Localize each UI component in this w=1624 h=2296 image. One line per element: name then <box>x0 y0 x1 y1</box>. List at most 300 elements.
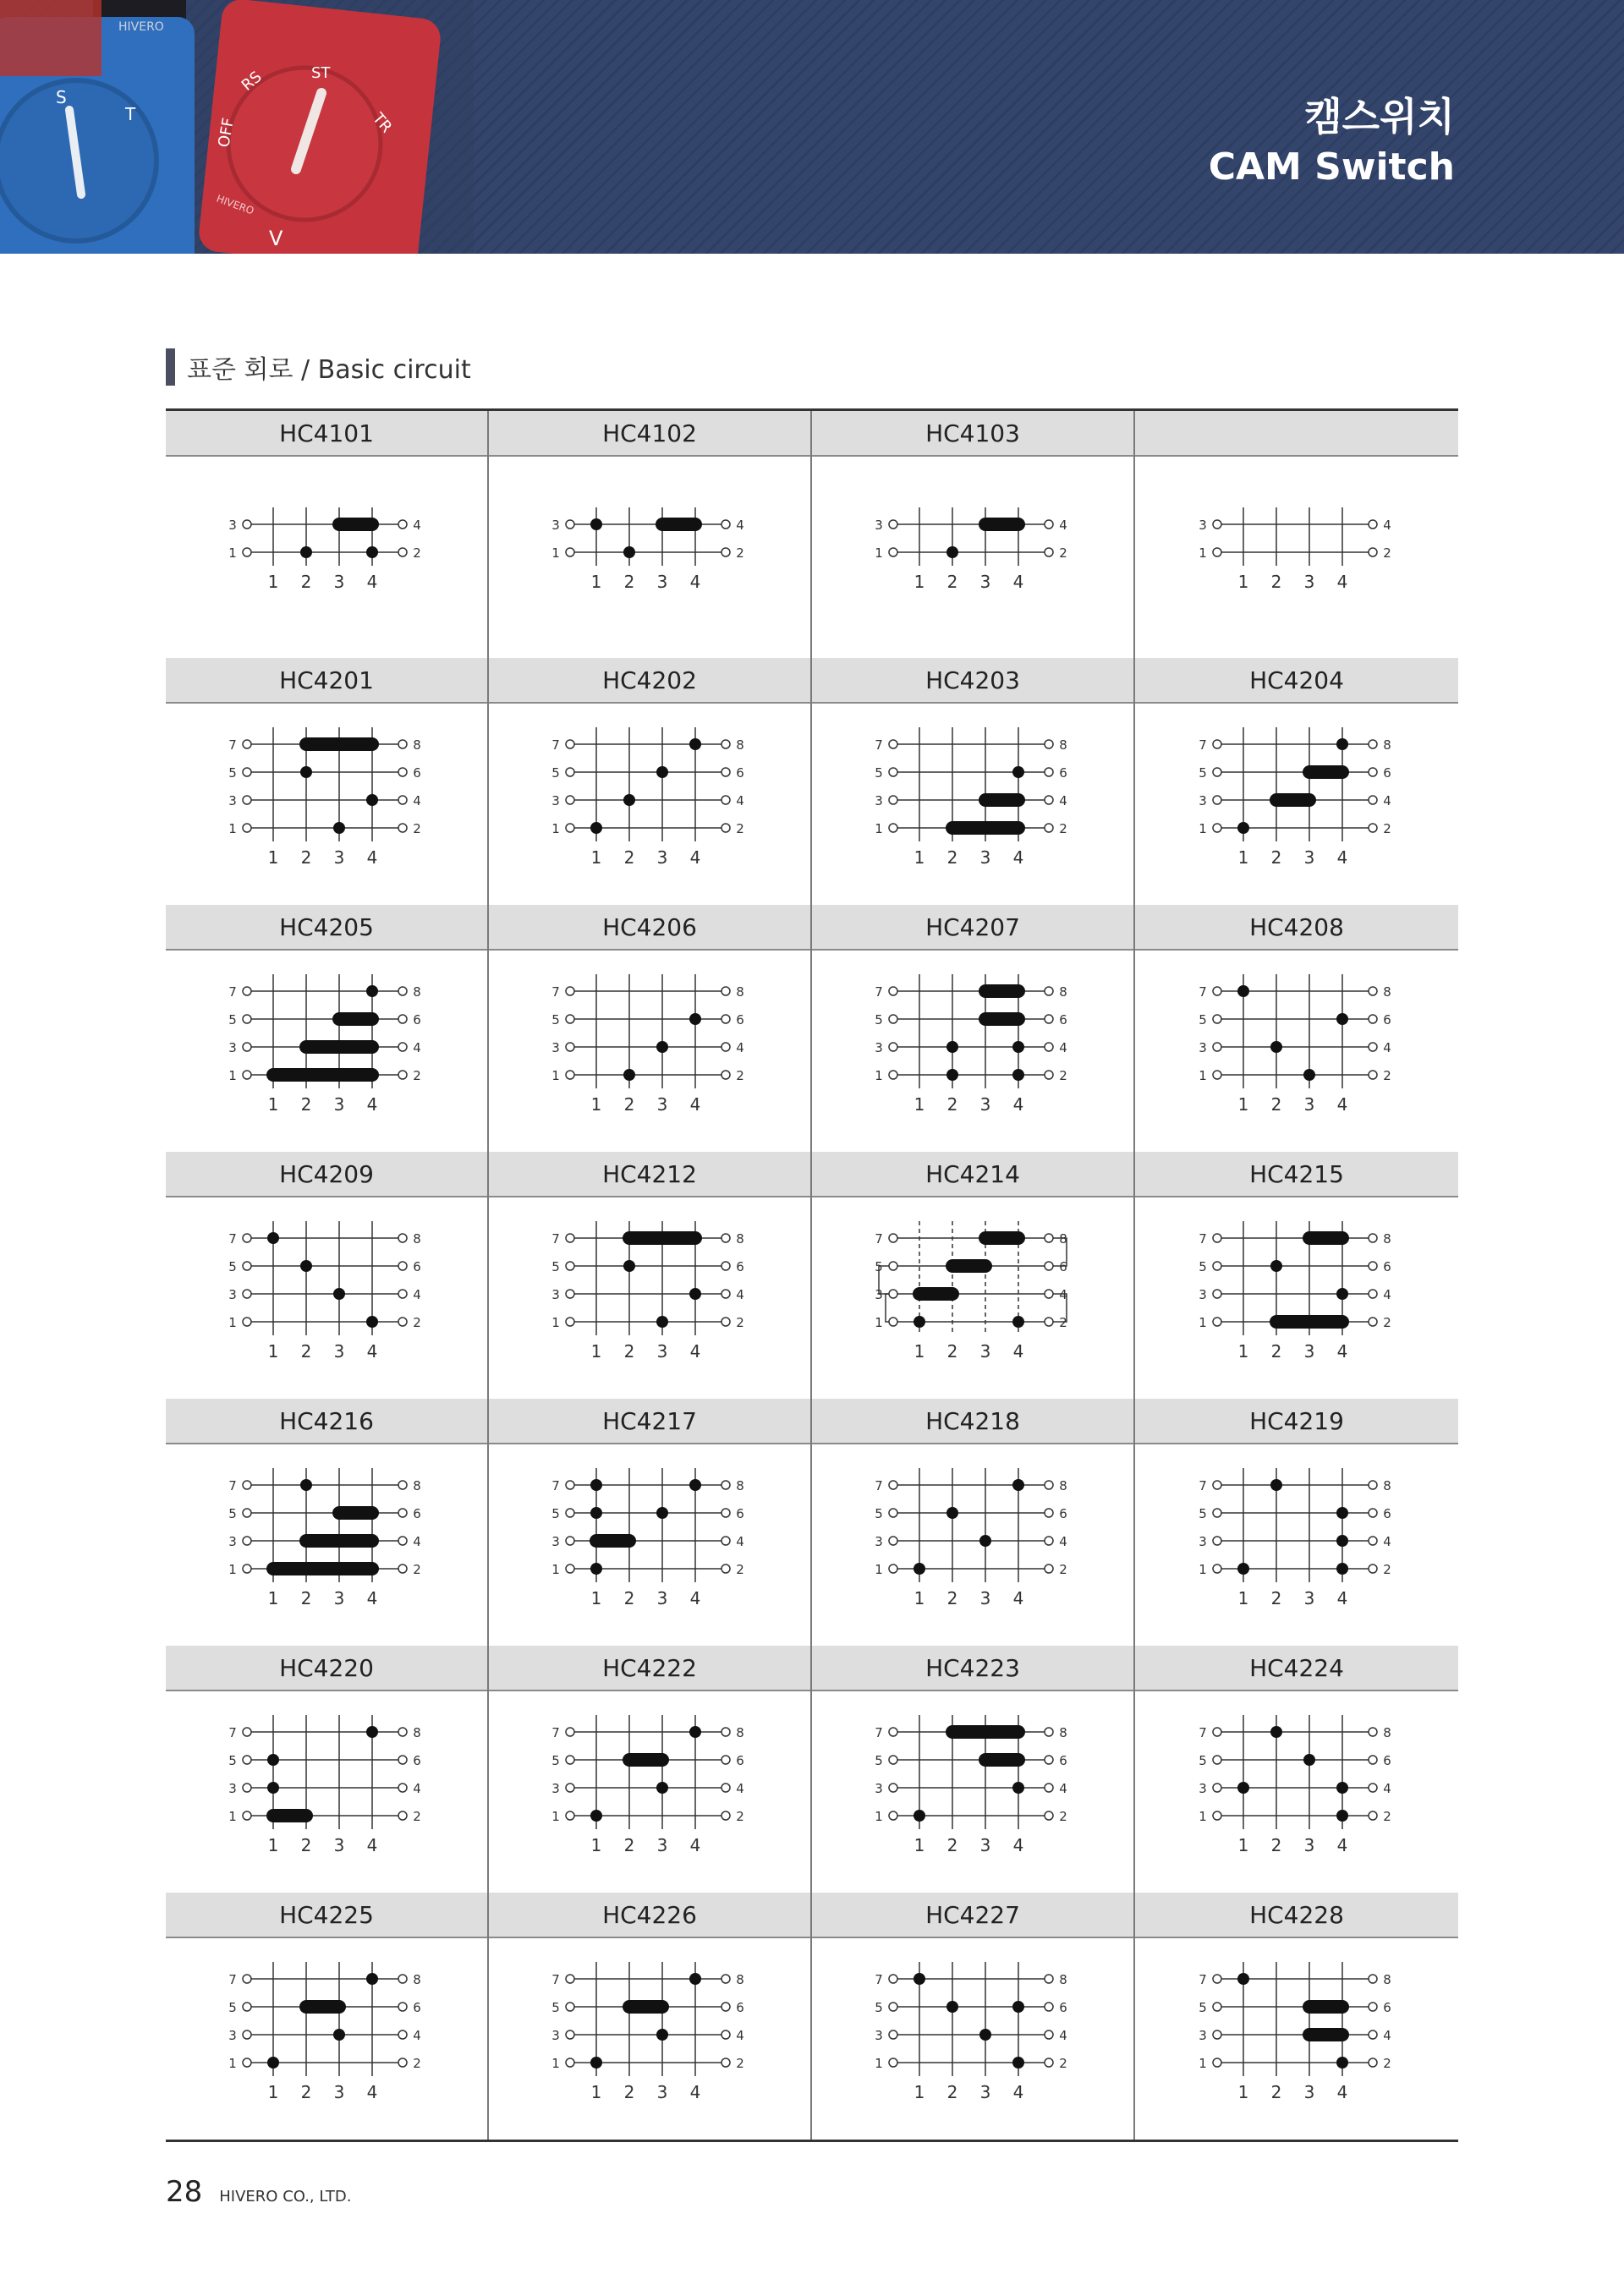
position-label: 3 <box>979 2082 991 2102</box>
terminal <box>1045 796 1053 804</box>
circuit-diagram <box>867 724 1078 885</box>
terminal <box>1213 1481 1221 1489</box>
circuit-code: HC4226 <box>489 1893 810 1938</box>
terminal-label: 7 <box>228 1478 237 1493</box>
section-heading-text: 표준 회로 / Basic circuit <box>187 355 471 385</box>
circuit-code: HC4218 <box>812 1399 1133 1444</box>
terminal-label: 6 <box>1059 1506 1067 1521</box>
terminal <box>1045 1811 1053 1820</box>
contact-dot <box>590 1563 602 1575</box>
terminal <box>243 1262 251 1270</box>
terminal <box>889 1537 897 1545</box>
terminal-label: 5 <box>228 1506 237 1521</box>
circuit-diagram <box>544 1959 755 2119</box>
circuit-diagram-area <box>166 1444 487 1646</box>
circuit-cell <box>812 658 1135 905</box>
circuit-code: HC4225 <box>166 1893 487 1938</box>
contact-dot <box>267 1754 279 1766</box>
terminal-label: 6 <box>1059 1259 1067 1274</box>
terminal <box>889 1756 897 1764</box>
contact-bar <box>979 793 1025 807</box>
terminal-label: 8 <box>1383 1972 1391 1987</box>
terminal-label: 4 <box>1383 793 1391 808</box>
terminal <box>721 1318 730 1326</box>
terminal <box>566 520 574 529</box>
circuit-code: HC4212 <box>489 1152 810 1197</box>
terminal-label: 3 <box>1199 1287 1207 1302</box>
terminal-label: 7 <box>875 737 883 753</box>
position-label: 2 <box>623 847 635 868</box>
contact-dot <box>300 1260 312 1272</box>
terminal <box>566 987 574 995</box>
terminal <box>721 1234 730 1242</box>
terminal-label: 4 <box>1383 1534 1391 1549</box>
contact-dot <box>914 1563 925 1575</box>
terminal <box>1369 796 1377 804</box>
terminal-label: 1 <box>875 1562 883 1577</box>
terminal-label: 2 <box>1059 1562 1067 1577</box>
contact-bar <box>1303 2028 1349 2041</box>
terminal-label: 5 <box>228 765 237 781</box>
circuit-code: HC4205 <box>166 905 487 951</box>
terminal <box>721 1071 730 1079</box>
circuit-code: HC4102 <box>489 411 810 457</box>
terminal <box>243 1784 251 1792</box>
terminal <box>566 796 574 804</box>
terminal-label: 2 <box>413 1809 421 1824</box>
contact-dot <box>333 1288 345 1300</box>
circuit-cell <box>1135 1152 1458 1399</box>
position-label: 4 <box>689 847 701 868</box>
circuit-code: HC4203 <box>812 658 1133 704</box>
terminal <box>398 1784 407 1792</box>
terminal-label: 4 <box>1059 1781 1067 1796</box>
terminal-label: 5 <box>1199 1012 1207 1027</box>
terminal <box>889 520 897 529</box>
position-label: 1 <box>914 847 925 868</box>
terminal <box>398 768 407 776</box>
terminal-label: 6 <box>1383 1506 1391 1521</box>
contact-dot <box>1012 766 1024 778</box>
terminal <box>889 1043 897 1051</box>
photo-label-t: T <box>125 104 136 124</box>
terminal <box>1369 1728 1377 1736</box>
photo-label-tr: TR <box>369 109 396 137</box>
terminal-label: 3 <box>1199 1040 1207 1055</box>
position-label: 4 <box>366 847 378 868</box>
position-label: 2 <box>1270 2082 1282 2102</box>
position-label: 3 <box>979 1588 991 1608</box>
circuit-cell <box>489 1399 812 1646</box>
terminal <box>1369 1537 1377 1545</box>
circuit-diagram-area <box>489 1444 810 1646</box>
terminal-label: 6 <box>1383 1259 1391 1274</box>
terminal-label: 2 <box>736 1068 744 1083</box>
terminal <box>1213 1015 1221 1023</box>
terminal-label: 1 <box>875 2056 883 2071</box>
contact-bar <box>266 1809 313 1822</box>
terminal-label: 7 <box>228 1972 237 1987</box>
terminal <box>889 740 897 748</box>
photo-label-st: ST <box>311 64 331 82</box>
circuit-diagram-area <box>812 951 1133 1152</box>
terminal <box>398 548 407 556</box>
terminal-label: 2 <box>1059 1315 1067 1330</box>
terminal-label: 4 <box>1059 793 1067 808</box>
terminal-label: 3 <box>228 1040 237 1055</box>
contact-dot <box>1336 1288 1348 1300</box>
terminal <box>566 1262 574 1270</box>
circuit-diagram <box>1191 1959 1402 2119</box>
circuit-diagram-area <box>812 1197 1133 1399</box>
terminal <box>1213 2030 1221 2039</box>
terminal-label: 8 <box>1059 1231 1067 1247</box>
terminal-label: 3 <box>228 518 237 533</box>
terminal-label: 8 <box>736 1478 744 1493</box>
terminal-label: 5 <box>1199 2000 1207 2015</box>
terminal <box>1045 1043 1053 1051</box>
contact-dot <box>1270 1260 1282 1272</box>
circuit-diagram-area <box>812 1691 1133 1893</box>
terminal-label: 2 <box>736 2056 744 2071</box>
position-label: 3 <box>656 2082 668 2102</box>
contact-dot <box>623 1260 635 1272</box>
terminal-label: 5 <box>1199 1259 1207 1274</box>
terminal <box>1045 1728 1053 1736</box>
terminal <box>1213 1290 1221 1298</box>
terminal <box>889 2058 897 2067</box>
terminal <box>566 1537 574 1545</box>
terminal-label: 1 <box>1199 545 1207 561</box>
position-label: 2 <box>1270 1835 1282 1855</box>
terminal-label: 5 <box>551 1012 560 1027</box>
terminal-label: 7 <box>228 1231 237 1247</box>
terminal <box>398 1728 407 1736</box>
terminal-label: 3 <box>875 1040 883 1055</box>
terminal-label: 2 <box>413 545 421 561</box>
contact-dot <box>590 1507 602 1519</box>
contact-dot <box>366 1726 378 1738</box>
contact-bar <box>266 1562 379 1575</box>
terminal <box>566 2030 574 2039</box>
contact-bar <box>979 984 1025 998</box>
terminal-label: 3 <box>228 1534 237 1549</box>
circuit-diagram-area <box>1135 457 1458 658</box>
terminal-label: 4 <box>1383 518 1391 533</box>
circuit-table <box>166 408 1458 2142</box>
circuit-code: HC4101 <box>166 411 487 457</box>
contact-dot <box>1336 1013 1348 1025</box>
circuit-diagram <box>221 1712 432 1872</box>
contact-bar <box>266 1068 379 1082</box>
contact-dot <box>1336 1563 1348 1575</box>
terminal-label: 4 <box>413 2028 421 2043</box>
terminal <box>398 1756 407 1764</box>
position-label: 1 <box>914 1835 925 1855</box>
terminal-label: 1 <box>551 1315 560 1330</box>
terminal-label: 4 <box>413 793 421 808</box>
position-label: 2 <box>946 572 958 592</box>
terminal <box>1369 1481 1377 1489</box>
terminal-label: 4 <box>1059 1040 1067 1055</box>
contact-dot <box>1336 738 1348 750</box>
contact-dot <box>1303 1069 1315 1081</box>
terminal-label: 7 <box>1199 1725 1207 1740</box>
terminal <box>566 1509 574 1517</box>
terminal <box>566 740 574 748</box>
terminal <box>721 740 730 748</box>
terminal-label: 2 <box>1059 1068 1067 1083</box>
position-label: 2 <box>623 2082 635 2102</box>
terminal <box>721 2030 730 2039</box>
position-label: 1 <box>267 572 279 592</box>
terminal-label: 4 <box>736 2028 744 2043</box>
position-label: 1 <box>914 2082 925 2102</box>
circuit-cell <box>489 658 812 905</box>
photo-label-off: OFF <box>215 116 238 149</box>
terminal <box>721 1262 730 1270</box>
position-label: 4 <box>689 1835 701 1855</box>
contact-dot <box>267 2057 279 2069</box>
header-title <box>1209 91 1455 193</box>
circuit-cell <box>1135 658 1458 905</box>
terminal-label: 8 <box>413 984 421 1000</box>
contact-bar <box>946 1259 992 1273</box>
contact-dot <box>946 1507 958 1519</box>
terminal <box>721 2003 730 2011</box>
terminal <box>243 768 251 776</box>
circuit-code: HC4202 <box>489 658 810 704</box>
circuit-cell <box>489 1152 812 1399</box>
contact-dot <box>333 2029 345 2041</box>
contact-dot <box>946 1069 958 1081</box>
position-label: 1 <box>590 572 602 592</box>
terminal <box>721 1481 730 1489</box>
position-label: 4 <box>366 1588 378 1608</box>
terminal-label: 1 <box>1199 1809 1207 1824</box>
terminal-label: 5 <box>875 1012 883 1027</box>
position-label: 2 <box>300 1835 312 1855</box>
terminal-label: 1 <box>875 1809 883 1824</box>
terminal <box>889 2030 897 2039</box>
terminal-label: 4 <box>1383 1040 1391 1055</box>
contact-dot <box>1237 1782 1249 1794</box>
position-label: 1 <box>590 847 602 868</box>
terminal-label: 8 <box>1059 1972 1067 1987</box>
circuit-diagram <box>544 724 755 885</box>
position-label: 3 <box>1303 847 1315 868</box>
terminal <box>566 1975 574 1983</box>
position-label: 2 <box>623 1588 635 1608</box>
circuit-diagram-area <box>1135 1197 1458 1399</box>
terminal-label: 6 <box>413 2000 421 2015</box>
terminal-label: 4 <box>736 1781 744 1796</box>
terminal-label: 3 <box>1199 1781 1207 1796</box>
terminal <box>1213 520 1221 529</box>
position-label: 2 <box>1270 572 1282 592</box>
terminal-label: 6 <box>1059 1753 1067 1768</box>
position-label: 3 <box>656 1341 668 1362</box>
terminal-label: 5 <box>875 1259 883 1274</box>
terminal-label: 1 <box>875 821 883 836</box>
terminal <box>243 824 251 832</box>
contact-dot <box>590 822 602 834</box>
position-label: 2 <box>300 2082 312 2102</box>
terminal-label: 7 <box>551 1972 560 1987</box>
terminal-label: 6 <box>1059 2000 1067 2015</box>
position-label: 1 <box>914 572 925 592</box>
jumper-wire <box>886 1294 889 1322</box>
circuit-diagram <box>1191 1465 1402 1625</box>
position-label: 3 <box>333 1094 345 1115</box>
terminal <box>1213 1043 1221 1051</box>
position-label: 3 <box>979 847 991 868</box>
terminal <box>566 1784 574 1792</box>
circuit-diagram-area <box>166 1197 487 1399</box>
circuit-diagram <box>1191 1218 1402 1378</box>
terminal <box>1045 824 1053 832</box>
position-label: 4 <box>1336 847 1348 868</box>
contact-bar <box>299 1040 379 1054</box>
terminal-label: 6 <box>1059 765 1067 781</box>
terminal-label: 4 <box>1059 1287 1067 1302</box>
company-name: HIVERO CO., LTD. <box>219 2188 352 2206</box>
terminal-label: 2 <box>1383 1809 1391 1824</box>
position-label: 2 <box>623 1341 635 1362</box>
terminal <box>566 548 574 556</box>
circuit-diagram-area <box>812 704 1133 905</box>
terminal-label: 6 <box>1383 2000 1391 2015</box>
terminal <box>1369 1015 1377 1023</box>
contact-dot <box>1336 1535 1348 1547</box>
terminal <box>1213 1728 1221 1736</box>
terminal-label: 2 <box>736 545 744 561</box>
position-label: 1 <box>1237 1341 1249 1362</box>
terminal-label: 8 <box>413 1478 421 1493</box>
terminal-label: 3 <box>1199 2028 1207 2043</box>
terminal <box>721 1509 730 1517</box>
circuit-diagram-area <box>1135 1938 1458 2140</box>
circuit-diagram-area <box>489 704 810 905</box>
terminal <box>1045 1756 1053 1764</box>
terminal <box>243 2030 251 2039</box>
terminal <box>1369 520 1377 529</box>
contact-bar <box>979 518 1025 531</box>
circuit-diagram <box>1191 724 1402 885</box>
terminal <box>566 1015 574 1023</box>
terminal <box>398 1811 407 1820</box>
terminal <box>243 1071 251 1079</box>
circuit-diagram <box>867 971 1078 1132</box>
terminal <box>1045 1784 1053 1792</box>
terminal-label: 3 <box>875 1534 883 1549</box>
contact-bar <box>299 737 379 751</box>
contact-dot <box>656 1316 668 1328</box>
terminal <box>398 1071 407 1079</box>
terminal-label: 5 <box>875 1753 883 1768</box>
terminal <box>1045 1015 1053 1023</box>
terminal-label: 2 <box>736 1315 744 1330</box>
terminal-label: 3 <box>875 1287 883 1302</box>
position-label: 1 <box>1237 1588 1249 1608</box>
circuit-cell <box>489 1893 812 2140</box>
position-label: 1 <box>590 1835 602 1855</box>
terminal-label: 7 <box>875 984 883 1000</box>
circuit-cell <box>489 905 812 1152</box>
terminal-label: 3 <box>228 793 237 808</box>
terminal <box>398 1262 407 1270</box>
terminal-label: 3 <box>551 1534 560 1549</box>
header-title-en: CAM Switch <box>1208 145 1455 189</box>
circuit-diagram <box>867 1465 1078 1625</box>
contact-dot <box>1237 1563 1249 1575</box>
circuit-cell <box>166 1399 489 1646</box>
circuit-diagram <box>867 1712 1078 1872</box>
position-label: 3 <box>979 572 991 592</box>
position-label: 3 <box>333 1588 345 1608</box>
circuit-diagram-area <box>1135 1691 1458 1893</box>
position-label: 1 <box>1237 572 1249 592</box>
terminal <box>1213 1784 1221 1792</box>
position-label: 4 <box>689 1341 701 1362</box>
terminal <box>889 987 897 995</box>
position-label: 4 <box>366 1094 378 1115</box>
terminal <box>1369 1509 1377 1517</box>
position-label: 2 <box>300 1588 312 1608</box>
terminal-label: 3 <box>1199 1534 1207 1549</box>
contact-bar <box>1303 765 1349 779</box>
terminal-label: 6 <box>1383 1753 1391 1768</box>
circuit-diagram <box>221 724 432 885</box>
terminal-label: 5 <box>228 1259 237 1274</box>
terminal <box>889 1234 897 1242</box>
terminal <box>1213 2003 1221 2011</box>
terminal-label: 2 <box>1383 821 1391 836</box>
position-label: 3 <box>333 1835 345 1855</box>
terminal <box>1045 740 1053 748</box>
circuit-cell <box>1135 1646 1458 1893</box>
terminal <box>398 987 407 995</box>
terminal <box>889 1071 897 1079</box>
terminal-label: 6 <box>736 1012 744 1027</box>
terminal-label: 6 <box>413 1753 421 1768</box>
terminal-label: 7 <box>875 1231 883 1247</box>
position-label: 4 <box>366 1341 378 1362</box>
terminal <box>243 1481 251 1489</box>
terminal <box>243 1728 251 1736</box>
circuit-cell <box>1135 411 1458 658</box>
contact-bar <box>299 2000 346 2014</box>
position-label: 4 <box>1336 1094 1348 1115</box>
terminal <box>1369 1756 1377 1764</box>
terminal <box>721 1564 730 1573</box>
circuit-diagram-area <box>1135 951 1458 1152</box>
terminal <box>721 796 730 804</box>
terminal <box>1045 1262 1053 1270</box>
terminal-label: 8 <box>1383 1478 1391 1493</box>
terminal <box>398 1975 407 1983</box>
terminal <box>243 1318 251 1326</box>
circuit-cell <box>489 411 812 658</box>
position-label: 3 <box>1303 1094 1315 1115</box>
circuit-diagram <box>221 1218 432 1378</box>
contact-dot <box>1012 1316 1024 1328</box>
terminal <box>889 768 897 776</box>
circuit-cell <box>812 905 1135 1152</box>
contact-bar <box>1270 1315 1349 1329</box>
terminal-label: 3 <box>228 2028 237 2043</box>
circuit-diagram <box>544 971 755 1132</box>
